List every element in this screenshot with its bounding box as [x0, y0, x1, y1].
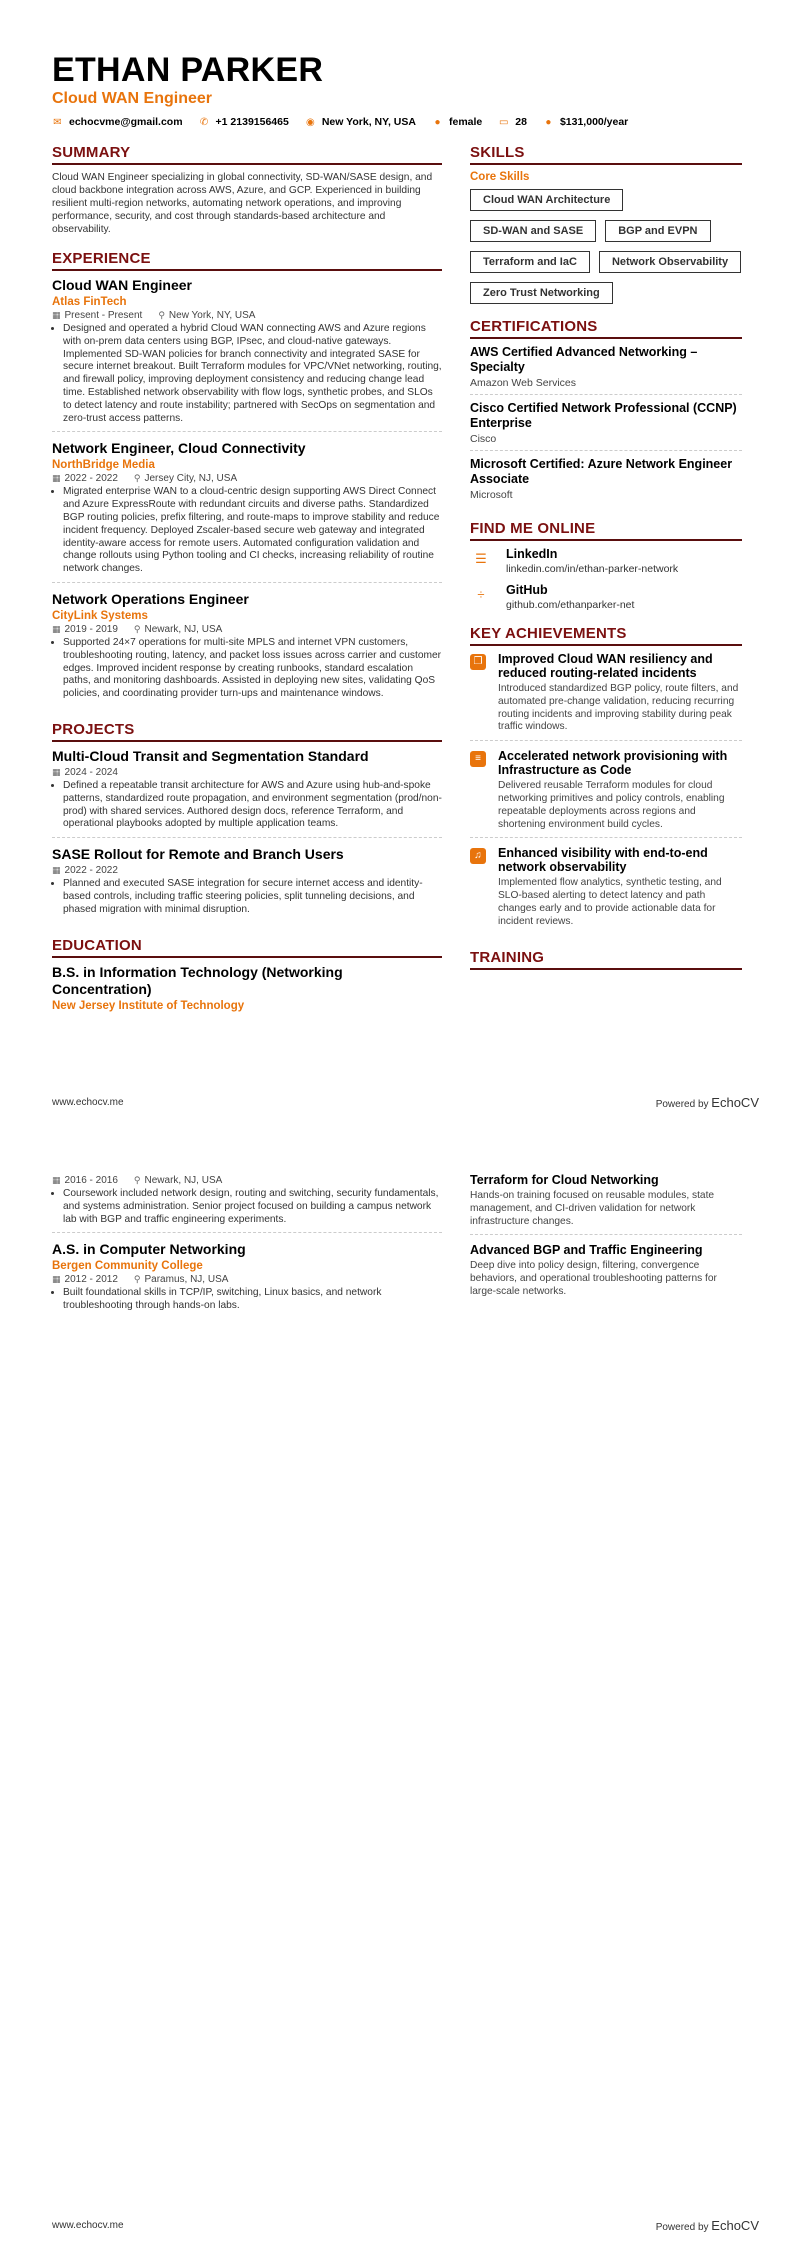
location-icon: ⚲	[133, 623, 141, 634]
training-section	[470, 949, 742, 970]
contact-email[interactable]: ✉ echocvme@gmail.com	[53, 116, 183, 128]
experience-entry	[52, 440, 442, 583]
education-entry	[52, 1241, 442, 1319]
location-icon: ⚲	[133, 1274, 141, 1285]
experience-entry	[52, 591, 442, 707]
skills-section	[470, 144, 742, 304]
cert-name: Cisco Certified Network Professional (CCNP) Enterprise	[470, 401, 737, 430]
email-icon: ✉	[53, 116, 62, 128]
skill-tag: Network Observability	[599, 251, 741, 273]
entry-title: Cloud WAN Engineer	[52, 277, 192, 293]
section-title-education: EDUCATION	[52, 937, 442, 958]
cert-issuer: Microsoft	[470, 489, 513, 501]
entry-org: CityLink Systems	[52, 609, 148, 622]
entry-org: Bergen Community College	[52, 1260, 203, 1273]
section-title-achievements: KEY ACHIEVEMENTS	[470, 625, 742, 646]
bell-icon: ♫	[470, 848, 486, 864]
location-icon: ⚲	[133, 473, 141, 484]
entry-meta: ▦ 2024 - 2024	[52, 766, 118, 778]
calendar-icon: ▭	[499, 116, 509, 128]
entry-bullet: • Built foundational skills in TCP/IP, switching, Linux basics, and network troubleshooting through hands-on labs.	[63, 1287, 442, 1313]
contact-gender: ● female	[432, 116, 482, 128]
section-title-summary: SUMMARY	[52, 144, 442, 165]
skill-tags	[470, 189, 742, 304]
skill-tag: Terraform and IaC	[470, 251, 590, 273]
achievements-section	[470, 625, 742, 935]
page-footer	[52, 2218, 759, 2233]
certification-item	[470, 457, 742, 506]
cert-issuer: Amazon Web Services	[470, 377, 577, 389]
calendar-icon: ▦	[52, 310, 61, 320]
section-title-experience: EXPERIENCE	[52, 250, 442, 271]
footer-site-link[interactable]: www.echocv.me	[52, 2220, 124, 2231]
page-2	[0, 1123, 794, 2246]
experience-entry	[52, 277, 442, 432]
achievement-item: ❐ Improved Cloud WAN resiliency and reduced routing-related incidents Introduced standardized BGP policy, route filters, and automated pre-change validation, reducing recurring routing incidents and improving stability during peak traffic windows.	[470, 652, 742, 741]
skill-tag: Zero Trust Networking	[470, 282, 613, 304]
section-title-training: TRAINING	[470, 949, 742, 970]
footer-powered: Powered by EchoCV	[655, 1095, 759, 1110]
entry-meta: ▦ 2022 - 2022	[52, 865, 118, 877]
education-section	[52, 937, 442, 1018]
document-icon: ≡	[470, 751, 486, 767]
phone-icon: ✆	[199, 116, 209, 128]
echocv-logo[interactable]: EchoCV	[711, 2218, 759, 2233]
cert-name: AWS Certified Advanced Networking – Specialty	[470, 345, 698, 374]
entry-org: NorthBridge Media	[52, 459, 155, 472]
person-icon: ●	[434, 116, 441, 128]
entry-bullet: • Migrated enterprise WAN to a cloud-centric design supporting AWS Direct Connect and Azure ExpressRoute with redundant circuits and diverse paths. Standardized BGP routing policies, prefix filtering, and route-maps to improve stability and reduce incident frequency. Deployed Zscaler-based secure web gateway and integrated identity-aware access for remote users. Automated configuration validation and change rollouts using Python tooling and CI checks, increasing reliability of routine network changes.	[63, 486, 442, 576]
calendar-icon: ▦	[52, 623, 61, 634]
github-icon: ÷	[477, 587, 485, 602]
projects-section	[52, 721, 442, 923]
contact-phone[interactable]: ✆ +1 2139156465	[199, 116, 289, 128]
entry-title: A.S. in Computer Networking	[52, 1241, 246, 1258]
entry-title: Multi-Cloud Transit and Segmentation Standard	[52, 747, 369, 764]
summary-text: Cloud WAN Engineer specializing in global connectivity, SD-WAN/SASE design, and cloud backbone integration across AWS, Azure, and GCP. Experienced in building resilient multi-region networks, automating network operations, and improving performance, security, and cost through standards-based architecture and observability.	[52, 172, 433, 235]
right-column-continued	[470, 1173, 742, 1327]
entry-bullet: • Defined a repeatable transit architecture for AWS and Azure using hub-and-spoke patterns, standardized route propagation, and environment segmentation (prod/non-prod) with shared services. Authored design docs, reference Terraform, and operational playbooks adopted by multiple application teams.	[63, 780, 442, 831]
entry-bullet: • Coursework included network design, routing and switching, security fundamentals, and systems administration. Senior project focused on building a campus network lab with BGP and traffic engineering experiments.	[63, 1188, 442, 1226]
entry-title: Network Operations Engineer	[52, 590, 249, 607]
contact-salary: ● $131,000/year	[543, 116, 628, 128]
entry-meta: ▦ 2022 - 2022 ⚲ Jersey City, NJ, USA	[52, 473, 238, 485]
candidate-name: ETHAN PARKER	[52, 51, 324, 89]
calendar-icon: ▦	[52, 766, 61, 777]
contact-age: ▭ 28	[499, 116, 527, 128]
entry-title: B.S. in Information Technology (Networking Concentration)	[52, 963, 343, 997]
skills-subtitle: Core Skills	[470, 171, 530, 183]
location-icon: ⚲	[133, 1175, 141, 1185]
skill-tag: SD-WAN and SASE	[470, 220, 596, 242]
training-item: Advanced BGP and Traffic Engineering Deep dive into policy design, filtering, convergence behaviors, and operational troubleshooting patterns for large-scale networks.	[470, 1243, 717, 1297]
entry-title: Network Engineer, Cloud Connectivity	[52, 440, 306, 457]
job-title: Cloud WAN Engineer	[52, 90, 212, 107]
contact-bar	[52, 116, 742, 128]
copy-icon: ❐	[470, 654, 486, 670]
skill-tag: BGP and EVPN	[605, 220, 710, 242]
calendar-icon: ▦	[52, 1274, 61, 1285]
summary-section	[52, 144, 442, 236]
contact-location: ◉ New York, NY, USA	[305, 116, 416, 128]
entry-org: New Jersey Institute of Technology	[52, 999, 245, 1012]
right-column	[470, 144, 742, 1032]
section-title-skills: SKILLS	[470, 144, 742, 165]
section-title-online: FIND ME ONLINE	[470, 520, 742, 541]
project-entry	[52, 748, 442, 838]
entry-bullet: • Designed and operated a hybrid Cloud WAN connecting AWS and Azure regions with on-prem data centers using BGP, IPsec, and cloud-native gateways. Implemented SD-WAN policies for branch connectivity and integrated SASE for secure internet breakout. Built Terraform modules for VPC/VNet networking, routing, and firewall policy, improving deployment consistency and reducing change lead time. Established network observability with flow logs, synthetic probes, and SLOs to detect latency and route instability; partnered with SecOps on segmentation and zero-trust access patterns.	[63, 323, 442, 425]
entry-title: SASE Rollout for Remote and Branch Users	[52, 846, 344, 863]
echocv-logo[interactable]: EchoCV	[711, 1095, 759, 1110]
entry-meta: ▦ 2016 - 2016 ⚲ Newark, NJ, USA	[52, 1175, 223, 1186]
github-link[interactable]: github.com/ethanparker-net	[506, 599, 635, 611]
footer-powered: Powered by EchoCV	[655, 2218, 759, 2233]
calendar-icon: ▦	[52, 1175, 61, 1185]
entry-org: Atlas FinTech	[52, 296, 127, 308]
page-footer	[52, 1095, 759, 1110]
experience-section	[52, 250, 442, 707]
left-column	[52, 144, 442, 1032]
achievement-item: ≡ Accelerated network provisioning with Infrastructure as Code Delivered reusable Terraform modules for cloud networking primitives and policy controls, enabling repeatable deployments across regions and shortening environment build cycles.	[470, 749, 742, 838]
cert-issuer: Cisco	[470, 433, 497, 445]
training-item: Terraform for Cloud Networking Hands-on training focused on reusable modules, state management, and CI-driven validation for network infrastructure changes.	[470, 1173, 742, 1235]
certification-item	[470, 401, 742, 451]
linkedin-link[interactable]: linkedin.com/in/ethan-parker-network	[506, 563, 679, 575]
entry-meta: ▦ Present - Present ⚲ New York, NY, USA	[52, 310, 256, 321]
section-title-projects: PROJECTS	[52, 721, 442, 742]
linkedin-icon: ☰	[475, 551, 487, 566]
salary-icon: ●	[545, 116, 552, 128]
skill-tag: Cloud WAN Architecture	[470, 189, 623, 211]
education-entry-continued	[52, 1175, 442, 1233]
online-section	[470, 520, 742, 611]
location-icon: ⚲	[158, 310, 165, 320]
left-column-continued	[52, 1173, 442, 1327]
location-icon: ◉	[305, 116, 315, 128]
footer-site-link[interactable]: www.echocv.me	[52, 1097, 124, 1108]
project-entry	[52, 846, 442, 922]
achievement-item: ♫ Enhanced visibility with end-to-end network observability Implemented flow analytics, synthetic testing, and SLO-based alerting to detect latency and path changes early and to provide actionable data for incident reviews.	[470, 846, 742, 934]
calendar-icon: ▦	[52, 865, 61, 876]
online-linkedin[interactable]: ☰ LinkedIn linkedin.com/in/ethan-parker-network	[470, 547, 742, 575]
cert-name: Microsoft Certified: Azure Network Engineer Associate	[470, 457, 733, 486]
calendar-icon: ▦	[52, 473, 61, 484]
certification-item	[470, 345, 742, 395]
education-entry	[52, 964, 442, 1018]
entry-meta: ▦ 2019 - 2019 ⚲ Newark, NJ, USA	[52, 623, 223, 635]
entry-bullet: • Supported 24×7 operations for multi-site MPLS and internet VPN customers, troubleshooting routing, latency, and packet loss issues across carrier and customer edges. Improved incident response by creating runbooks, standard escalation paths, and monitoring dashboards. Assisted in deploying new sites, validating QoS policies, and coordinating provider turn-ups and maintenance windows.	[63, 637, 442, 701]
entry-bullet: • Planned and executed SASE integration for secure internet access and identity-based controls, including traffic steering policies, split tunneling decisions, and phased migration with minimal disruption.	[63, 878, 442, 916]
online-github[interactable]: ÷ GitHub github.com/ethanparker-net	[470, 583, 742, 611]
certifications-section	[470, 318, 742, 506]
entry-meta: ▦ 2012 - 2012 ⚲ Paramus, NJ, USA	[52, 1274, 229, 1286]
section-title-certifications: CERTIFICATIONS	[470, 318, 742, 339]
